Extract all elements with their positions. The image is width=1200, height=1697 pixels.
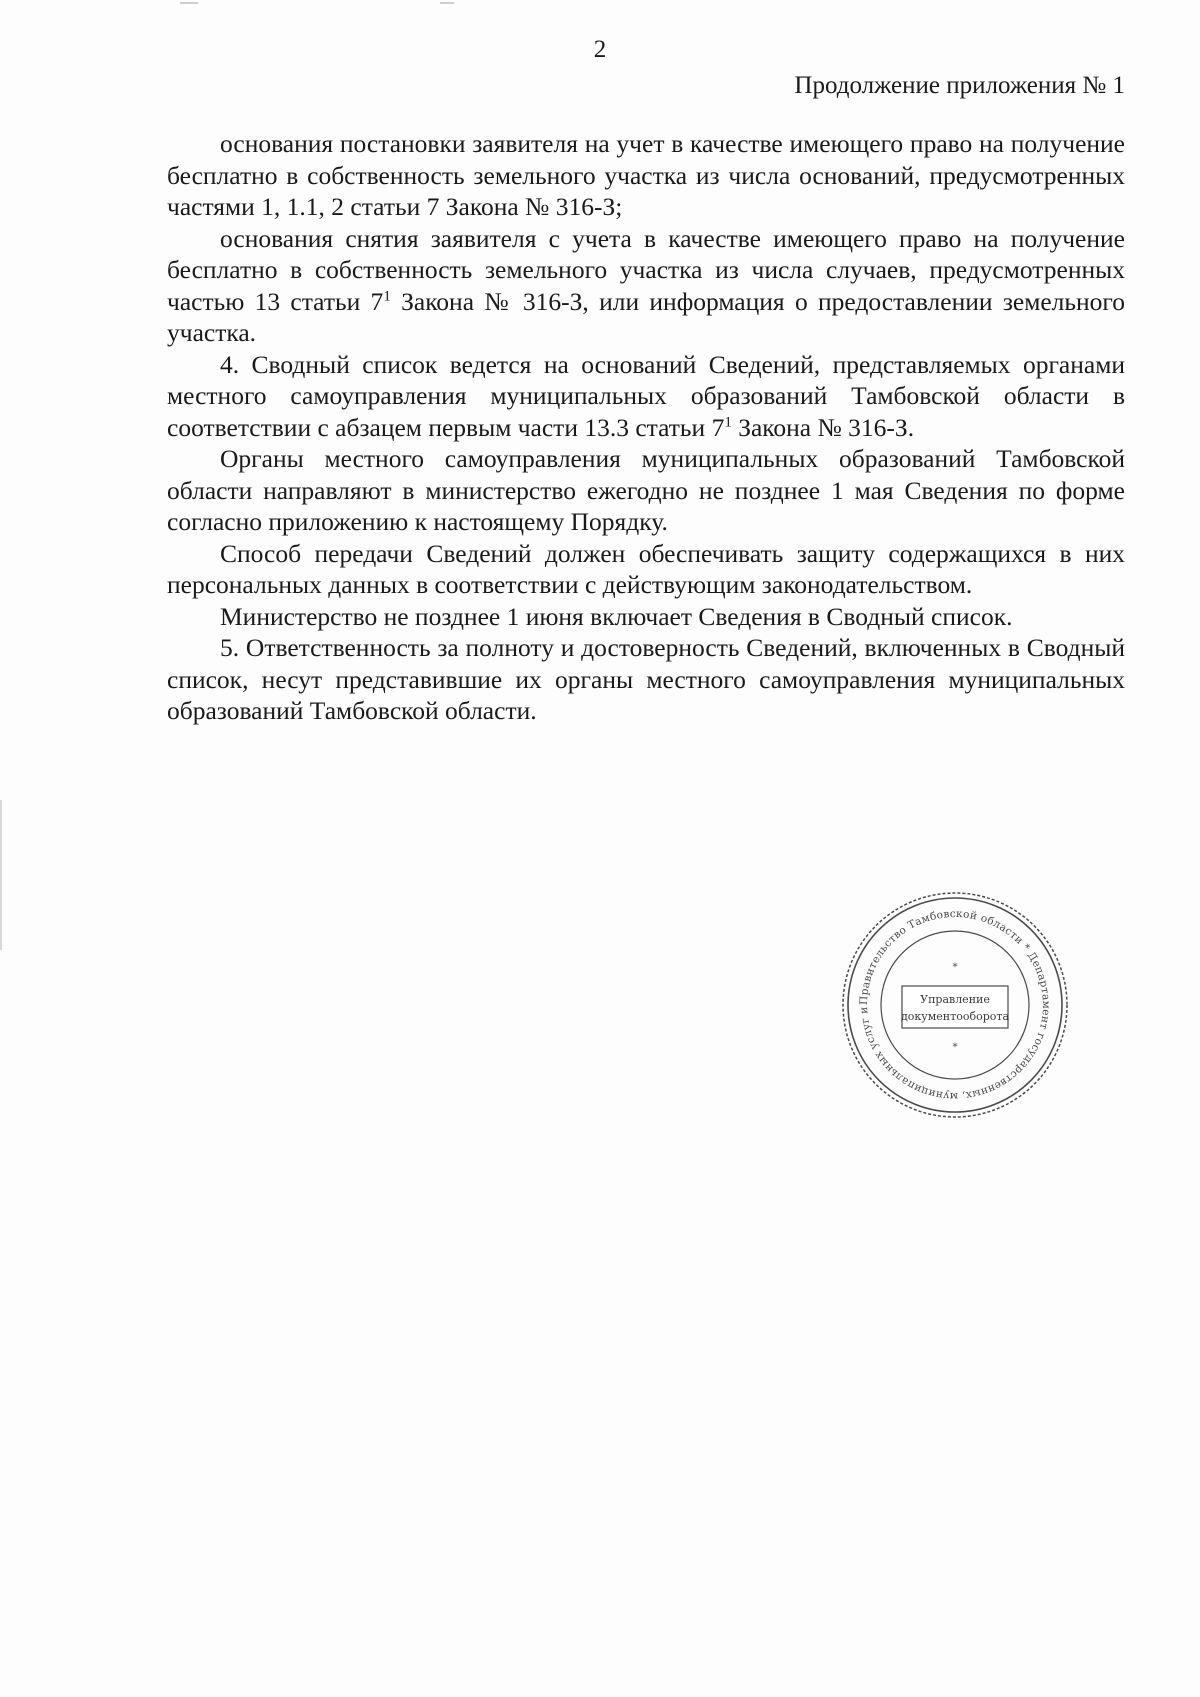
seal-outer-text: Правительство Тамбовской области * Департамент государственных, муниципальных услуг и — [857, 907, 1053, 1103]
scan-edge-mark — [0, 800, 2, 950]
document-body — [167, 128, 1125, 727]
paragraph-local-bodies: Органы местного самоуправления муниципальных образований Тамбовской области направляют в министерство ежегодно не позднее 1 мая Сведения по форме согласно приложению к настоящему Порядку. — [167, 444, 1125, 536]
paragraph-ministry-deadline: Министерство не позднее 1 июня включает Сведения в Сводный список. — [220, 601, 1013, 631]
paragraph-deregistration-grounds — [167, 223, 1125, 349]
appendix-continuation-note: Продолжение приложения № 1 — [794, 72, 1125, 99]
paragraph-registration-grounds: основания постановки заявителя на учет в качестве имеющего право на получение бесплатно в собственность земельного участка из числа оснований, предусмотренных частями 1, 1.1, 2 статьи 7 Закона № 316-З; — [167, 129, 1125, 221]
official-seal-stamp — [838, 888, 1072, 1122]
paragraph-text: основания снятия заявителя с учета в качестве имеющего право на получение бесплатно в собственность земельного участка из числа случаев, предусмотренных частью 13 статьи 7 — [167, 223, 1125, 316]
scan-artifact — [440, 2, 454, 4]
superscript: 1 — [383, 288, 391, 304]
seal-inner-line-2: документооборота — [900, 1010, 1010, 1023]
paragraph-item-5: 5. Ответственность за полноту и достоверность Сведений, включенных в Сводный список, несут представившие их органы местного самоуправления муниципальных образований Тамбовской области. — [167, 633, 1125, 725]
page-number: 2 — [593, 36, 607, 63]
seal-inner-line-1: Управление — [920, 993, 990, 1006]
seal-graphic — [838, 888, 1072, 1122]
seal-star-top: * — [952, 962, 958, 973]
scan-artifact — [180, 2, 198, 4]
seal-star-bottom: * — [952, 1042, 958, 1053]
superscript: 1 — [724, 414, 732, 430]
paragraph-text: Закона № 316-З. — [731, 412, 915, 442]
paragraph-text: Закона № 316-З, или информация о предоставлении земельного участка. — [167, 286, 1126, 347]
paragraph-data-protection: Способ передачи Сведений должен обеспечивать защиту содержащихся в них персональных данных в соответствии с действующим законодательством. — [167, 538, 1125, 599]
paragraph-item-4 — [167, 349, 1125, 444]
paragraph-text: 4. Сводный список ведется на оснований Сведений, представляемых органами местного самоуправления муниципальных образований Тамбовской области в соответствии с абзацем первым части 13.3 статьи 7 — [167, 349, 1125, 442]
